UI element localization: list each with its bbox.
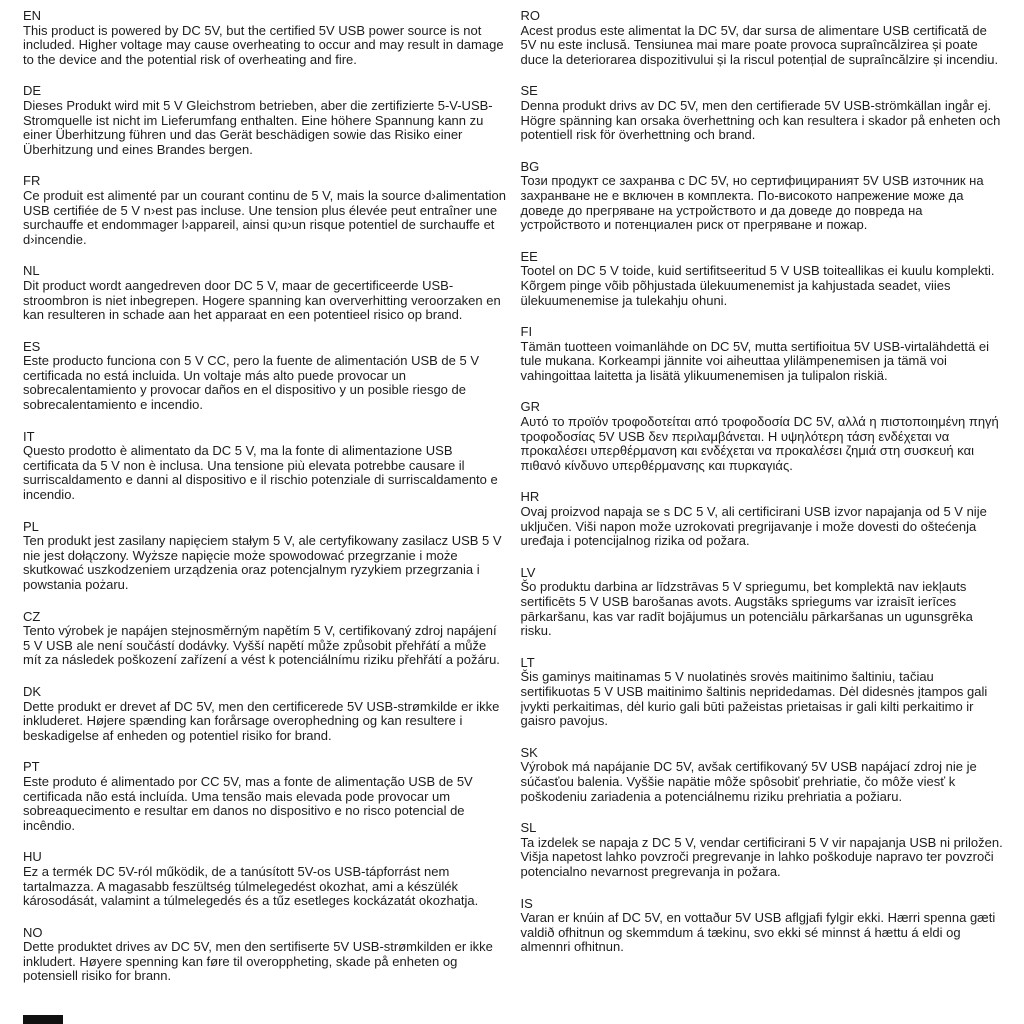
language-text: Αυτό το προϊόν τροφοδοτείται από τροφοδοσία DC 5V, αλλά η πιστοποιημένη πηγή τροφοδοσίας 5V USB δεν περιλαμβάνεται. Η υψηλότερη τάση ενδέχεται να προκαλέσει υπερθέρμανση και ενδέχεται να προκαλέσει ζημιά στη συσκευή και πιθανό κίνδυνο υπερθέρμανσης και πυρκαγιάς.: [520, 414, 999, 473]
language-code: CZ: [23, 608, 41, 624]
language-text: Dieses Produkt wird mit 5 V Gleichstrom betrieben, aber die zertifizierte 5-V-USB-Stromquelle ist nicht im Lieferumfang enthalten. Eine höhere Spannung kann zu einer Überhitzung führen und das Gerät beschädigen sowie das Risiko einer Überhitzung und eines Brandes bergen.: [23, 97, 493, 157]
language-code: ES: [23, 338, 41, 354]
language-section: [521, 656, 1005, 729]
language-section: [521, 746, 1005, 804]
language-section: [23, 340, 507, 413]
language-section: [23, 850, 507, 908]
language-section: [521, 897, 1005, 955]
language-code: DK: [23, 683, 42, 699]
language-section: [23, 174, 507, 247]
language-text: Ce produit est alimenté par un courant continu de 5 V, mais la source d›alimentation USB certifiée de 5 V n›est pas incluse. Une tension plus élevée peut entraîner une surchauffe et endommager l›appareil, ainsi qu›un risque potentiel de surchauffe et d›incendie.: [23, 187, 506, 247]
language-section: [23, 685, 507, 743]
language-code: PL: [23, 518, 39, 534]
language-text: Varan er knúin af DC 5V, en vottaður 5V USB aflgjafi fylgir ekki. Hærri spenna gæti valdið ofhitnun og skemmdum á tækinu, svo ekki sé minnst á hættu á eldi og almennri ofhitnun.: [520, 910, 996, 955]
language-text: Ez a termék DC 5V-ról működik, de a tanúsított 5V-os USB-tápforrást nem tartalmazza. A magasabb feszültség túlmelegedést okozhat, ami a készülék károsodását, valamint a túlmelegedés és a tűz esetleges kockázatát okozhatja.: [23, 863, 479, 909]
language-section: [521, 400, 1005, 473]
language-text: Tootel on DC 5 V toide, kuid sertifitseeritud 5 V USB toiteallikas ei kuulu komplekti. Kõrgem pinge võib põhjustada ülekuumenemist ja kahjustada seadet, viies ülekuumenemise ja tulekahju ohuni.: [520, 263, 995, 308]
page-crop-artifact: [23, 1015, 63, 1024]
language-text: Denna produkt drivs av DC 5V, men den certifierade 5V USB-strömkällan ingår ej. Högre spänning kan orsaka överhettning och kan resultera i skador på enheten och potentiell risk för överhettning och brand.: [520, 97, 1001, 143]
language-code: FI: [520, 324, 533, 340]
language-code: LV: [520, 564, 536, 580]
language-section: [23, 430, 507, 503]
language-text: Ta izdelek se napaja z DC 5 V, vendar certificirani 5 V vir napajanja USB ni priložen. Višja napetost lahko povzroči pregrevanje in lahko poškoduje napravo ter povzroči potencialno nevarnost pregrevanja in požara.: [520, 834, 1003, 879]
language-text: Este producto funciona con 5 V CC, pero la fuente de alimentación USB de 5 V certificada no está incluida. Un voltaje más alto puede provocar un sobrecalentamiento y provocar daños en el dispositivo y un posible riesgo de sobrecalentamiento e incendio.: [23, 353, 479, 413]
column-0: [23, 9, 507, 1001]
language-section: [23, 760, 507, 833]
language-code: EN: [23, 8, 42, 23]
language-section: [23, 926, 507, 984]
language-text: Ten produkt jest zasilany napięciem stałym 5 V, ale certyfikowany zasilacz USB 5 V nie jest dołączony. Wyższe napięcie może spowodować przegrzanie i może skutkować uszkodzeniem urządzenia oraz potencjalnym ryzykiem przegrzania i powstania pożaru.: [23, 533, 502, 592]
language-section: [521, 250, 1005, 308]
language-code: NL: [23, 263, 40, 279]
language-code: SL: [520, 820, 537, 836]
language-code: PT: [23, 759, 40, 775]
language-text: Acest produs este alimentat la DC 5V, dar sursa de alimentare USB certificată de 5V nu este inclusă. Tensiunea mai mare poate provoca supraîncălzirea și poate duce la deteriorarea dispozitivului și la riscul potențial de supraîncălzire și incendiu.: [520, 22, 999, 67]
language-code: LT: [520, 654, 535, 670]
language-text: Tämän tuotteen voimanlähde on DC 5V, mutta sertifioitua 5V USB-virtalähdettä ei tule mukana. Korkeampi jännite voi aiheuttaa ylilämpenemisen ja tämä voi vahingoittaa laitetta ja lisätä ylikuumenemisen ja tulipalon riskiä.: [520, 338, 989, 383]
column-1: [521, 9, 1005, 1001]
language-text: Dette produkt er drevet af DC 5V, men den certificerede 5V USB-strømkilde er ikke inkluderet. Højere spænding kan forårsage overophedning og kan resultere i beskadigelse af enheden og potentiel risiko for brand.: [23, 698, 500, 743]
language-section: [521, 9, 1005, 67]
language-section: [521, 84, 1005, 142]
language-section: [23, 264, 507, 322]
language-text: Tento výrobek je napájen stejnosměrným napětím 5 V, certifikovaný zdroj napájení 5 V USB ale není součástí dodávky. Vyšší napětí může způsobit přehřátí a může mít za následek poškození zařízení a vést k potenciálnímu riziku přehřátí a požáru.: [23, 623, 500, 668]
language-code: RO: [520, 8, 540, 23]
language-text: Dit product wordt aangedreven door DC 5 V, maar de gecertificeerde USB-stroombron is niet inbegrepen. Hogere spanning kan oververhitting veroorzaken en kan resulteren in schade aan het apparaat en een potentieel risico op brand.: [23, 277, 501, 323]
language-section: [23, 610, 507, 668]
language-section: [23, 84, 507, 157]
language-text: Výrobok má napájanie DC 5V, avšak certifikovaný 5V USB napájací zdroj nie je súčasťou balenia. Vyššie napätie môže spôsobiť prehriatie, čo môže viesť k poškodeniu zariadenia a potenciálnemu riziku prehriatia a požiaru.: [520, 759, 977, 804]
language-code: FR: [23, 173, 41, 189]
language-code: BG: [520, 158, 540, 174]
language-text: Šis gaminys maitinamas 5 V nuolatinės srovės maitinimo šaltiniu, tačiau sertifikuotas 5 V USB maitinimo šaltinis nepridedamas. Dėl didesnės įtampos gali įvykti perkaitimas, dėl kurio gali būti pažeistas prietaisas ir gali kilti perkaitimo ir gaisro pavojus.: [520, 669, 988, 729]
language-text: Este produto é alimentado por CC 5V, mas a fonte de alimentação USB de 5V certificada não está incluída. Uma tensão mais elevada pode provocar um sobreaquecimento e resultar em danos no dispositivo e no risco potencial de incêndio.: [23, 773, 473, 833]
language-code: DE: [23, 83, 42, 99]
language-text: Šo produktu darbina ar līdzstrāvas 5 V spriegumu, bet komplektā nav iekļauts sertificēts 5 V USB barošanas avots. Augstāks spriegums var izraisīt ierīces pārkaršanu, kas var radīt bojājumus un potenciālu pārkaršanas un ugunsgrēka risku.: [520, 579, 973, 639]
language-code: IT: [23, 428, 35, 444]
language-section: [23, 9, 507, 67]
language-text: Ovaj proizvod napaja se s DC 5 V, ali certificirani USB izvor napajanja od 5 V nije uključen. Viši napon može uzrokovati pregrijavanje i može dovesti do oštećenja uređaja i potencijalnog rizika od požara.: [520, 504, 987, 549]
language-section: [521, 566, 1005, 639]
language-code: HU: [23, 849, 42, 865]
language-section: [521, 821, 1005, 879]
language-text: Този продукт се захранва с DC 5V, но сертифицираният 5V USB източник на захранване не е включен в комплекта. По-високото напрежение може да доведе до прегряване на устройството и да доведе до повреда на устройството и потенциален риск от прегряване и пожар.: [520, 173, 984, 233]
language-text: Dette produktet drives av DC 5V, men den sertifiserte 5V USB-strømkilden er ikke inkludert. Høyere spenning kan føre til overoppheting, skade på enheten og potensiell risiko for brann.: [23, 939, 493, 984]
language-code: GR: [520, 399, 540, 415]
language-code: SK: [520, 744, 538, 760]
language-code: SE: [520, 83, 538, 99]
language-code: NO: [23, 924, 43, 940]
language-section: [23, 520, 507, 593]
language-code: EE: [520, 248, 538, 264]
language-section: [521, 490, 1005, 548]
language-text: This product is powered by DC 5V, but the certified 5V USB power source is not included. Higher voltage may cause overheating to occur and may result in damage to the device and the potential risk of overheating and fire.: [23, 22, 504, 67]
language-code: HR: [520, 489, 540, 505]
language-code: IS: [520, 895, 533, 911]
language-section: [521, 160, 1005, 233]
language-section: [521, 325, 1005, 383]
language-text: Questo prodotto è alimentato da DC 5 V, ma la fonte di alimentazione USB certificata da 5 V non è inclusa. Una tensione più elevata potrebbe causare il surriscaldamento e danni al dispositivo e il rischio potenziale di surriscaldamento e incendio.: [23, 443, 498, 503]
